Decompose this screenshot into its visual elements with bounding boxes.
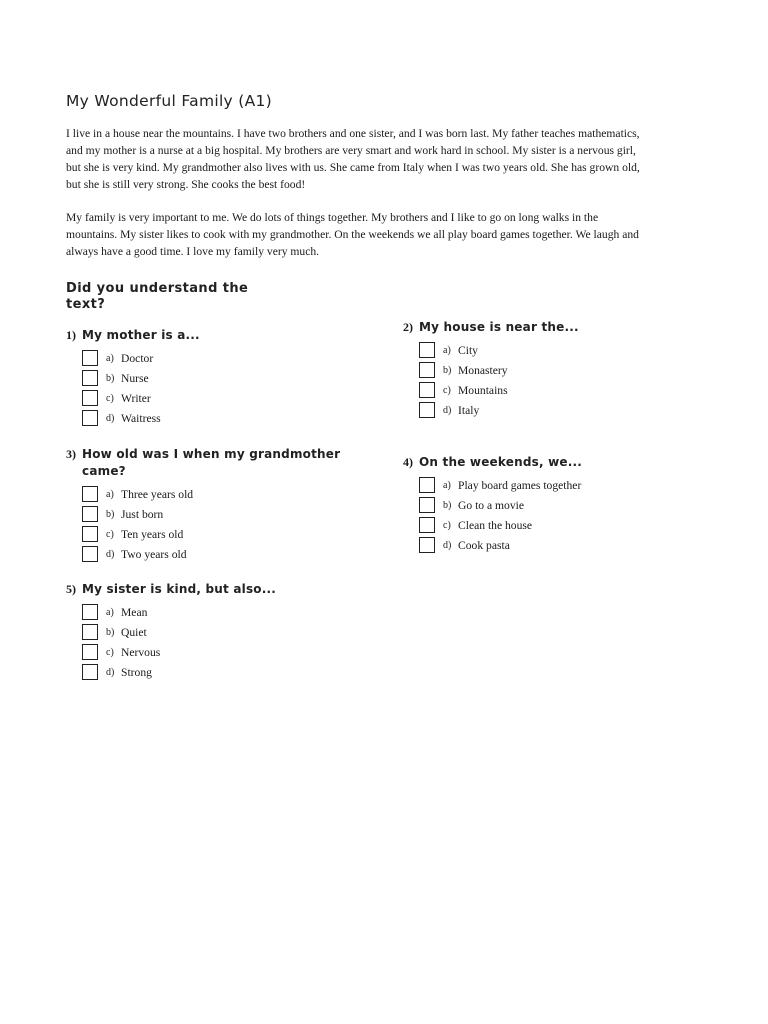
option-text: Three years old (121, 487, 194, 501)
option-c[interactable] (66, 642, 366, 662)
paragraph-line: but she is still very strong. She cooks the best food! (66, 178, 306, 191)
option-letter: d) (443, 539, 452, 551)
options-list (403, 475, 703, 555)
option-letter: d) (106, 412, 115, 424)
option-b[interactable] (403, 360, 703, 380)
option-letter: a) (443, 344, 451, 356)
paragraph-line: but she is very kind. My grandmother also lives with us. She came from Italy when I was two years old. She has grown old, (66, 161, 640, 174)
question-text-line: On the weekends, we... (419, 455, 582, 469)
option-text: Nervous (121, 645, 161, 659)
options-list (66, 348, 366, 428)
option-a[interactable] (403, 340, 703, 360)
option-text: Writer (121, 391, 151, 405)
option-c[interactable] (66, 388, 366, 408)
option-c[interactable] (403, 380, 703, 400)
question-1 (66, 327, 366, 428)
question-number: 5) (66, 582, 76, 596)
question-text-line: came? (82, 464, 126, 478)
option-text: Clean the house (458, 518, 533, 532)
option-text: Doctor (121, 351, 154, 365)
options-list (403, 340, 703, 420)
question-text-line: My sister is kind, but also... (82, 582, 277, 596)
option-letter: a) (106, 606, 114, 618)
option-letter: c) (443, 384, 451, 396)
option-c[interactable] (66, 524, 366, 544)
option-letter: b) (443, 499, 452, 511)
option-letter: c) (106, 392, 114, 404)
checkbox[interactable] (82, 410, 98, 426)
checkbox[interactable] (419, 362, 435, 378)
section-heading (66, 281, 248, 313)
option-text: Ten years old (121, 527, 184, 541)
option-letter: b) (106, 372, 115, 384)
question-text (82, 581, 366, 598)
option-letter: c) (443, 519, 451, 531)
option-b[interactable] (66, 504, 366, 524)
checkbox[interactable] (419, 477, 435, 493)
option-text: Quiet (121, 625, 147, 639)
option-letter: d) (443, 404, 452, 416)
option-text: Mountains (458, 383, 508, 397)
checkbox[interactable] (82, 350, 98, 366)
question-text-line: My house is near the... (419, 320, 579, 334)
option-b[interactable] (66, 622, 366, 642)
option-letter: c) (106, 646, 114, 658)
options-list (66, 484, 366, 564)
option-b[interactable] (66, 368, 366, 388)
question-4 (403, 454, 703, 555)
checkbox[interactable] (82, 390, 98, 406)
option-d[interactable] (66, 544, 366, 564)
option-d[interactable] (66, 408, 366, 428)
checkbox[interactable] (82, 624, 98, 640)
option-letter: a) (106, 488, 114, 500)
checkbox[interactable] (82, 604, 98, 620)
checkbox[interactable] (82, 664, 98, 680)
checkbox[interactable] (82, 644, 98, 660)
option-text: Just born (121, 507, 164, 521)
question-2 (403, 319, 703, 420)
option-letter: d) (106, 666, 115, 678)
checkbox[interactable] (82, 526, 98, 542)
option-text: Play board games together (458, 478, 582, 492)
option-letter: a) (106, 352, 114, 364)
option-c[interactable] (403, 515, 703, 535)
option-letter: b) (443, 364, 452, 376)
option-text: Italy (458, 403, 480, 417)
option-d[interactable] (403, 535, 703, 555)
option-letter: a) (443, 479, 451, 491)
question-header (403, 454, 703, 471)
option-letter: d) (106, 548, 115, 560)
option-b[interactable] (403, 495, 703, 515)
question-text (419, 454, 703, 471)
question-number: 1) (66, 328, 76, 342)
option-a[interactable] (66, 348, 366, 368)
question-text-line: How old was I when my grandmother (82, 447, 341, 461)
checkbox[interactable] (82, 370, 98, 386)
question-header (403, 319, 703, 336)
checkbox[interactable] (82, 506, 98, 522)
checkbox[interactable] (419, 342, 435, 358)
story-paragraph-2 (66, 209, 696, 260)
option-letter: c) (106, 528, 114, 540)
option-text: Monastery (458, 363, 508, 377)
question-number: 3) (66, 447, 76, 461)
option-text: Strong (121, 665, 152, 679)
paragraph-line: mountains. My sister likes to cook with my grandmother. On the weekends we all play board games together. We laugh and (66, 228, 639, 241)
section-heading-line: Did you understand the (66, 281, 249, 296)
options-list (66, 602, 366, 682)
option-d[interactable] (403, 400, 703, 420)
option-text: Waitress (121, 411, 161, 425)
checkbox[interactable] (419, 382, 435, 398)
option-a[interactable] (66, 484, 366, 504)
option-a[interactable] (403, 475, 703, 495)
option-text: Nurse (121, 371, 149, 385)
option-text: Mean (121, 605, 148, 619)
paragraph-line: My family is very important to me. We do lots of things together. My brothers and I like to go on long walks in the (66, 211, 599, 224)
question-5 (66, 581, 366, 682)
story-paragraph-1 (66, 125, 696, 193)
option-a[interactable] (66, 602, 366, 622)
checkbox[interactable] (419, 517, 435, 533)
checkbox[interactable] (82, 546, 98, 562)
checkbox[interactable] (82, 486, 98, 502)
option-text: City (458, 343, 478, 357)
question-number: 2) (403, 320, 413, 334)
page-title: My Wonderful Family (A1) (66, 92, 273, 110)
question-text-line: My mother is a... (82, 328, 200, 342)
checkbox[interactable] (419, 402, 435, 418)
option-text: Cook pasta (458, 538, 510, 552)
question-text (82, 327, 366, 344)
option-letter: b) (106, 508, 115, 520)
paragraph-line: and my mother is a nurse at a big hospital. My brothers are very smart and work hard in school. My sister is a nervous girl, (66, 144, 636, 157)
question-number: 4) (403, 455, 413, 469)
paragraph-line: always have a good time. I love my family very much. (66, 245, 320, 258)
option-letter: b) (106, 626, 115, 638)
question-3 (66, 446, 366, 564)
question-text (419, 319, 703, 336)
checkbox[interactable] (419, 497, 435, 513)
question-header (66, 581, 366, 598)
option-text: Two years old (121, 547, 187, 561)
section-heading-line: text? (66, 297, 106, 312)
question-text (82, 446, 366, 480)
paragraph-line: I live in a house near the mountains. I have two brothers and one sister, and I was born last. My father teaches mathematics, (66, 127, 640, 140)
checkbox[interactable] (419, 537, 435, 553)
option-text: Go to a movie (458, 498, 525, 512)
question-header (66, 327, 366, 344)
option-d[interactable] (66, 662, 366, 682)
question-header (66, 446, 366, 480)
